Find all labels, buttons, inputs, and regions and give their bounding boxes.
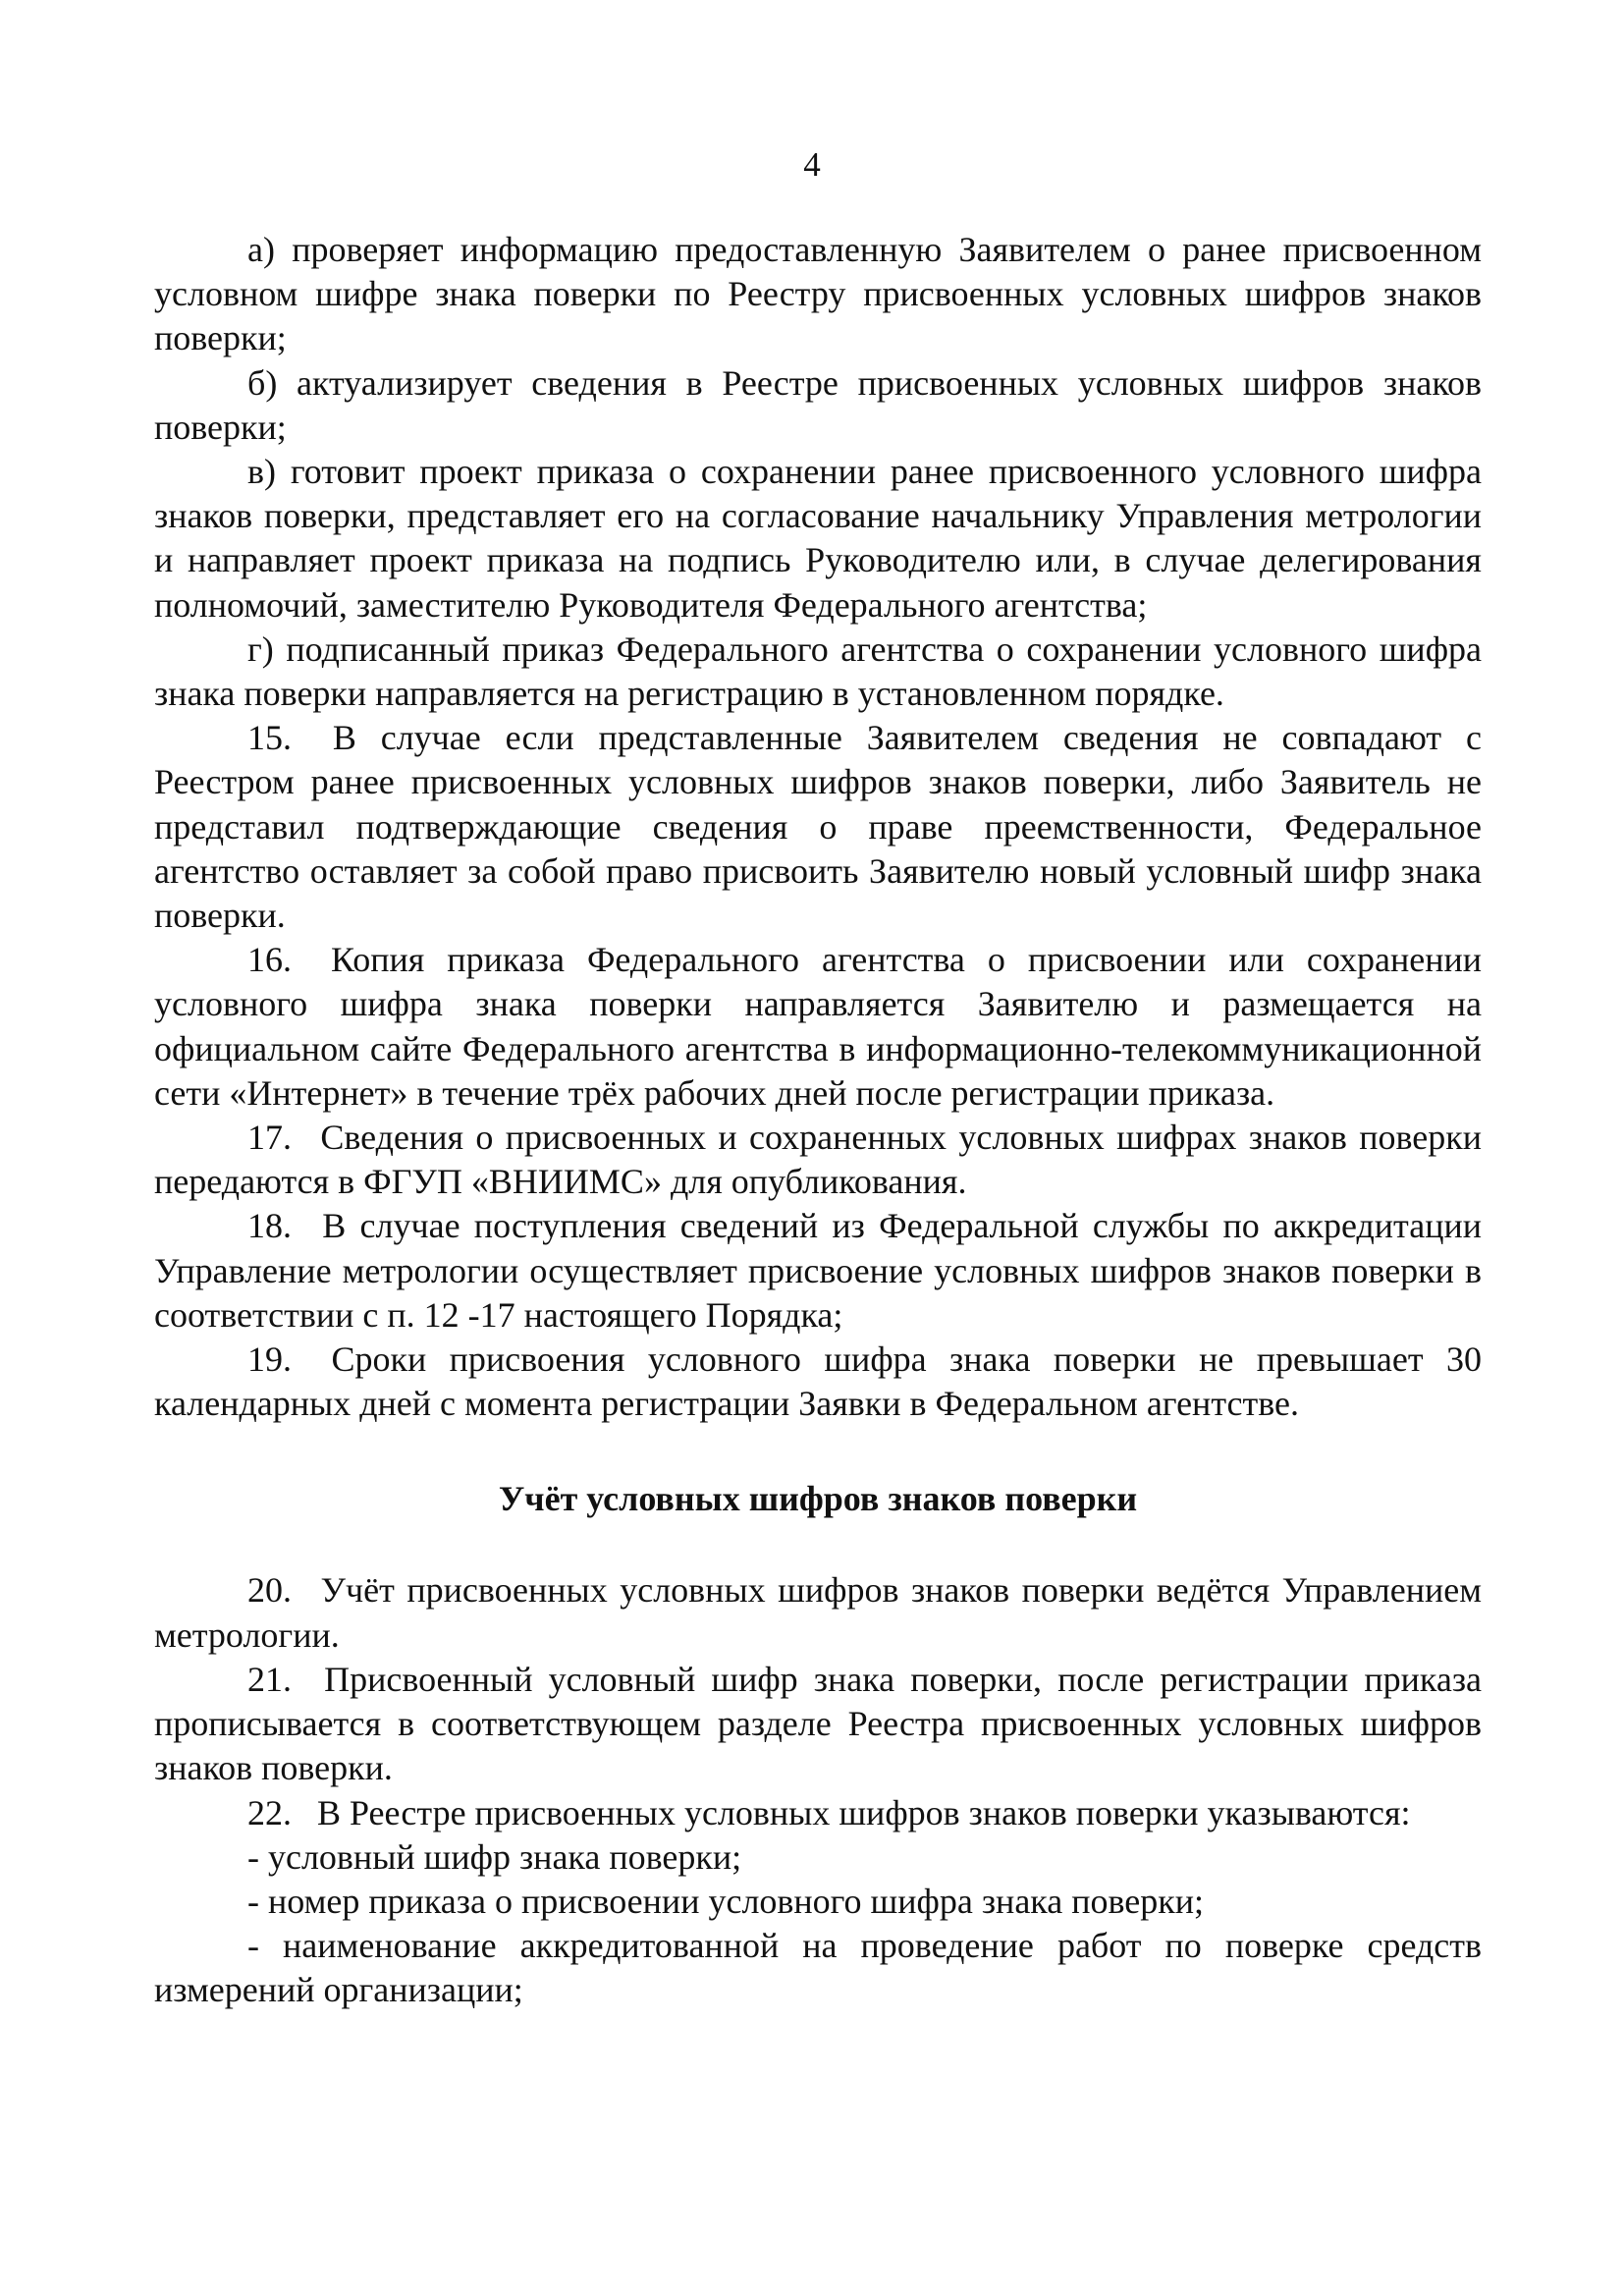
paragraph: [154, 1880, 1482, 1924]
paragraph-text: - наименование аккредитованной на проведение работ по поверке средств измерений организации;: [154, 1926, 1482, 2010]
paragraph: [154, 628, 1482, 716]
section-heading: Учёт условных шифров знаков поверки: [498, 1479, 1138, 1519]
paragraph-text: а) проверяет информацию предоставленную Заявителем о ранее присвоенном условном шифре знака поверки по Реестру присвоенных условных шифров знаков поверки;: [154, 230, 1482, 358]
paragraph: [154, 361, 1482, 450]
paragraph-text: Копия приказа Федерального агентства о присвоении или сохранении условного шифра знака поверки направляется Заявителю и размещается на официальном сайте Федерального агентства в информационно-телекоммуникационной сети «Интернет» в течение трёх рабочих дней после регистрации приказа.: [154, 940, 1482, 1113]
paragraph-number: 21.: [247, 1659, 292, 1699]
paragraph: [154, 1924, 1482, 2012]
paragraph-text: В случае поступления сведений из Федеральной службы по аккредитации Управление метрологии осуществляет присвоение условных шифров знаков поверки в соответствии с п. 12 -17 настоящего Порядка;: [154, 1206, 1483, 1335]
paragraph: [154, 1835, 1482, 1880]
paragraph-text: г) подписанный приказ Федерального агентства о сохранении условного шифра знака поверки направляется на регистрацию в установленном порядке.: [154, 629, 1482, 714]
paragraph-text: В Реестре присвоенных условных шифров знаков поверки указываются:: [317, 1792, 1411, 1832]
paragraph: [154, 1204, 1482, 1338]
paragraph-text: Сроки присвоения условного шифра знака поверки не превышает 30 календарных дней с момента регистрации Заявки в Федеральном агентстве.: [154, 1339, 1483, 1424]
paragraph-number: 16.: [247, 940, 292, 980]
paragraph-text: В случае если представленные Заявителем сведения не совпадают с Реестром ранее присвоенных условных шифров знаков поверки, либо Заявитель не представил подтверждающие сведения о праве преемственности, Федеральное агентство оставляет за собой право присвоить Заявителю новый условный шифр знака поверки.: [154, 718, 1483, 936]
paragraph-number: 17.: [247, 1118, 292, 1158]
paragraph: [154, 450, 1482, 628]
paragraph-text: - условный шифр знака поверки;: [247, 1836, 742, 1877]
paragraph-number: 20.: [247, 1570, 292, 1611]
page-number: 4: [803, 145, 821, 184]
paragraph-text: Сведения о присвоенных и сохраненных условных шифрах знаков поверки передаются в ФГУП «ВНИИМС» для опубликования.: [154, 1118, 1482, 1202]
paragraph: [154, 716, 1482, 938]
paragraph-number: 22.: [247, 1792, 292, 1832]
paragraph: [154, 228, 1482, 361]
paragraph-number: 18.: [247, 1206, 292, 1246]
paragraph-text: - номер приказа о присвоении условного шифра знака поверки;: [247, 1881, 1205, 1921]
paragraph: [154, 1338, 1482, 1426]
paragraph-number: 15.: [247, 718, 292, 758]
paragraph-text: Учёт присвоенных условных шифров знаков поверки ведётся Управлением метрологии.: [154, 1570, 1482, 1655]
paragraph-text: в) готовит проект приказа о сохранении ранее присвоенного условного шифра знаков поверки, представляет его на согласование начальнику Управления метрологии и направляет проект приказа на подпись Руководителю или, в случае делегирования полномочий, заместителю Руководителя Федерального агентства;: [154, 452, 1482, 625]
paragraph: [154, 1658, 1482, 1791]
paragraph-text: Присвоенный условный шифр знака поверки, после регистрации приказа прописывается в соответствующем разделе Реестра присвоенных условных шифров знаков поверки.: [154, 1659, 1483, 1788]
paragraph-group-accounting: [154, 1568, 1482, 2012]
paragraph-group-procedure: [154, 228, 1482, 1426]
paragraph-text: б) актуализирует сведения в Реестре присвоенных условных шифров знаков поверки;: [154, 362, 1482, 447]
paragraph: [154, 1568, 1482, 1657]
paragraph: [154, 1116, 1482, 1204]
paragraph-number: 19.: [247, 1339, 292, 1380]
paragraph: [154, 1791, 1482, 1835]
document-body: [154, 228, 1482, 2013]
paragraph: [154, 938, 1482, 1116]
